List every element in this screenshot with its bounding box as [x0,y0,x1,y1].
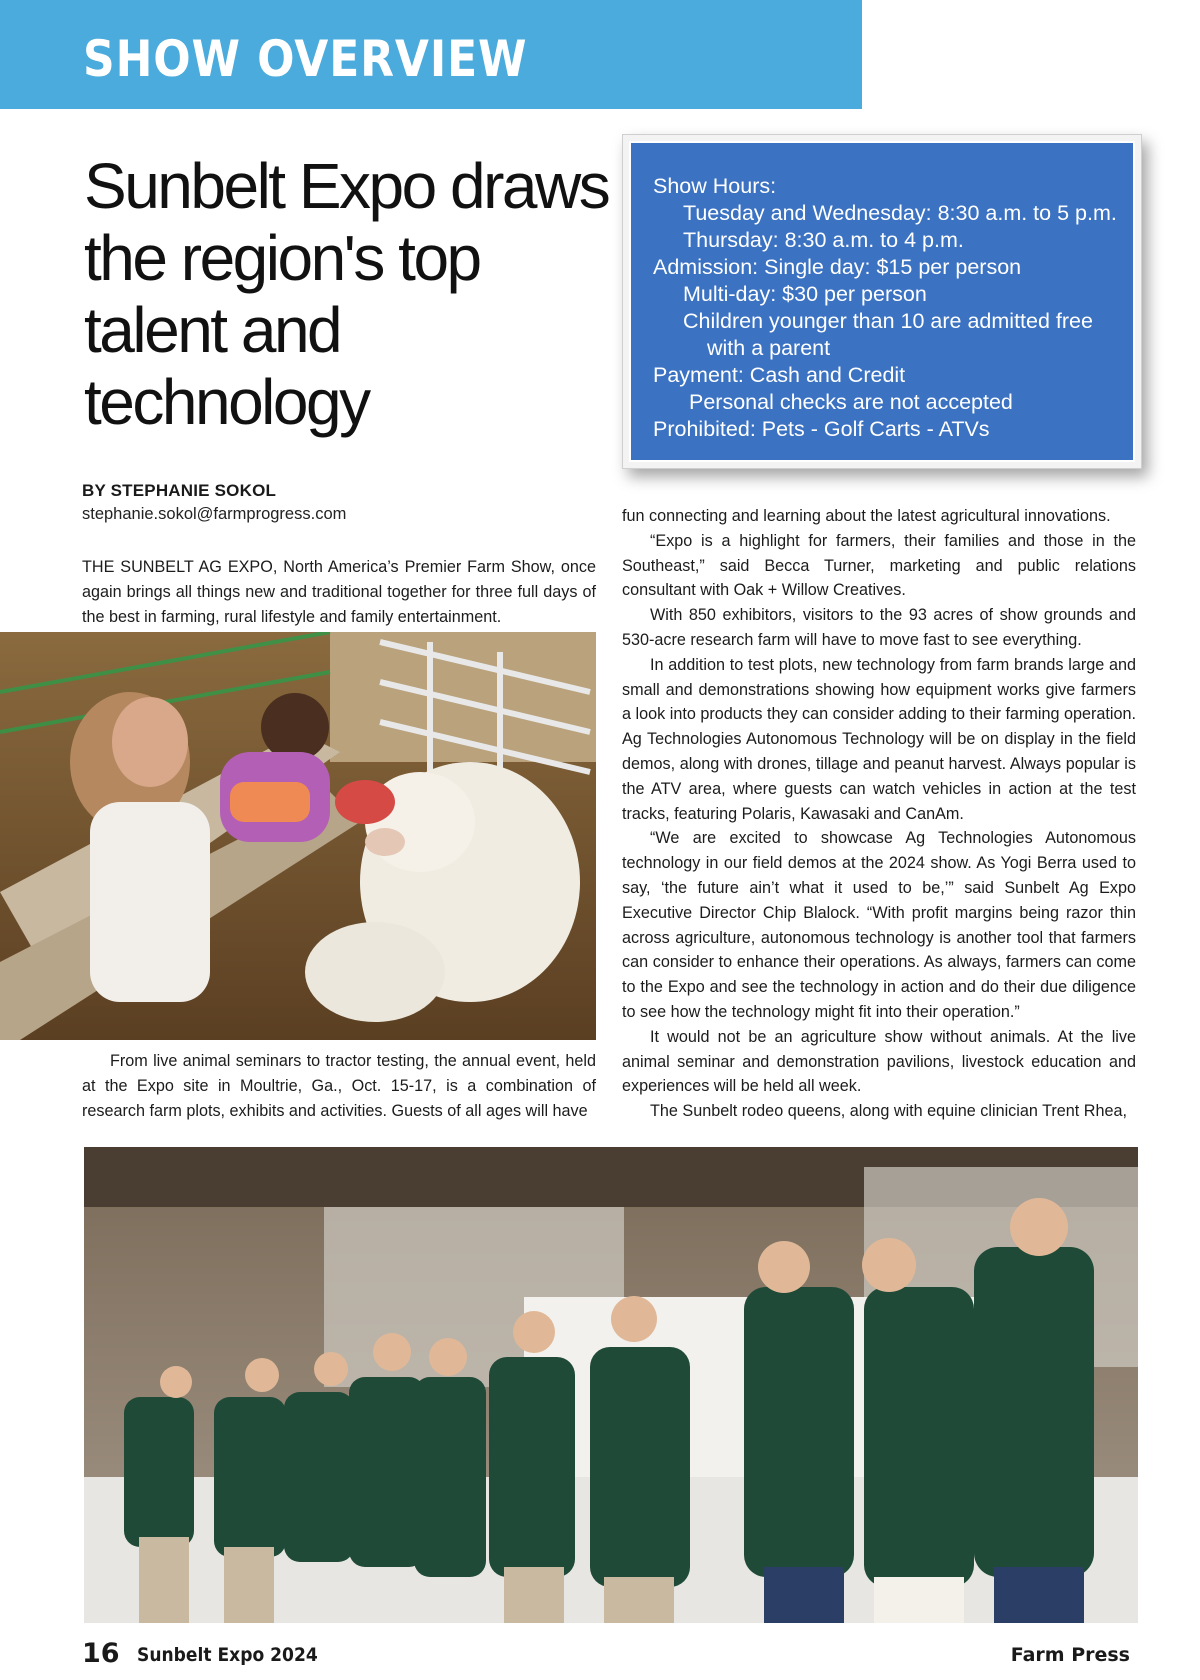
info-line: Personal checks are not accepted [689,390,1013,414]
publication-brand: Farm Press [1010,1644,1130,1666]
info-line: Multi-day: $30 per person [683,282,927,306]
publication-name: Sunbelt Expo 2024 [137,1644,318,1666]
article-column-2 [622,504,1136,1124]
info-line: with a parent [707,336,831,360]
author-byline: BY STEPHANIE SOKOL [82,481,277,500]
body-paragraph: “Expo is a highlight for farmers, their families and those in the Southeast,” said Becca Turner, marketing and public relations consultant with Oak + Willow Creatives. [622,531,1136,600]
body-paragraph: “We are excited to showcase Ag Technologies Autonomous technology in our field demos at the 2024 show. As Yogi Berra used to say, ‘the future ain’t what it used to be,’” said Sunbelt Ag Expo Executive Director Chip Blalock. “With profit margins being razor thin across agriculture, autonomous technology is another tool that farmers can consider to enhance their operations. As always, farmers can come to the Expo and see the technology in action and do their due diligence to see how the technology might fit into their operation.” [622,829,1136,1021]
info-line: Thursday: 8:30 a.m. to 4 p.m. [683,228,964,252]
info-line: Children younger than 10 are admitted free [683,309,1093,333]
body-paragraph: From live animal seminars to tractor testing, the annual event, held at the Expo site in Moultrie, Ga., Oct. 15-17, is a combination of research farm plots, exhibits and activities. Guests of all ages will have [82,1052,596,1120]
photo-award-ceremony [84,1147,1138,1623]
author-email: stephanie.sokol@farmprogress.com [82,505,347,523]
section-title: SHOW OVERVIEW [83,30,528,88]
info-line: Admission: Single day: $15 per person [653,255,1022,279]
info-line: Prohibited: Pets - Golf Carts - ATVs [653,417,990,441]
show-info-box [622,134,1142,469]
body-paragraph: fun connecting and learning about the latest agricultural innovations. [622,507,1111,525]
page-number: 16 [82,1638,120,1669]
info-line: Show Hours: [653,174,777,198]
photo-child-and-sheep [0,632,596,1040]
body-paragraph: The Sunbelt rodeo queens, along with equine clinician Trent Rhea, [650,1102,1127,1121]
info-line: Tuesday and Wednesday: 8:30 a.m. to 5 p.m. [683,201,1117,225]
lead-paragraph: THE SUNBELT AG EXPO, North America’s Premier Farm Show, once again brings all things new and traditional together for three full days of the best in farming, rural lifestyle and family entertainment. [82,558,596,626]
body-paragraph: It would not be an agriculture show without animals. At the live animal seminar and demonstration pavilions, livestock education and experiences will be held all week. [622,1027,1136,1096]
info-line: Payment: Cash and Credit [653,363,906,387]
show-info-panel [629,141,1135,462]
article-headline: Sunbelt Expo draws the region's top talent and technology [84,150,609,438]
body-paragraph: In addition to test plots, new technology from farm brands large and small and demonstrations showing how equipment works give farmers a look into products they can consider adding to their farming operation. Ag Technologies Autonomous Technology will be on display in the field demos, along with drones, tillage and peanut harvest. Always popular is the ATV area, where guests can watch vehicles in action at the test tracks, featuring Polaris, Kawasaki and CanAm. [622,655,1136,823]
body-paragraph: With 850 exhibitors, visitors to the 93 acres of show grounds and 530-acre research farm will have to move fast to see everything. [622,606,1136,649]
